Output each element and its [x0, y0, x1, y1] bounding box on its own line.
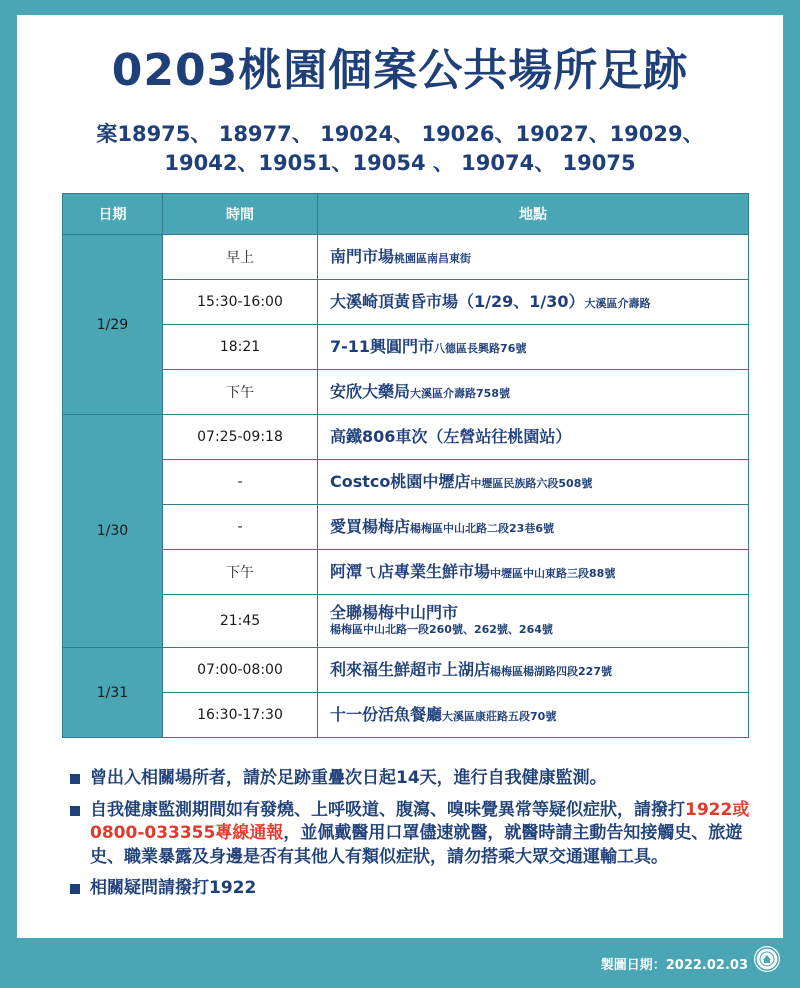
place-address: 楊梅區楊湖路四段227號: [490, 664, 612, 678]
place-address: 八德區長興路76號: [434, 341, 527, 355]
place-name: 7-11興圓門市: [330, 336, 435, 356]
note-text: ，並佩戴醫用口罩儘速就醫，就醫時請主動告知接觸史、旅遊史、職業暴露及身邊是否有其他人有類似症狀，請勿搭乘大眾交通運輸工具。: [90, 823, 743, 867]
place-name: 大溪崎頂黃昏市場（1/29、1/30）: [330, 291, 585, 311]
table-row: [63, 505, 749, 550]
place-cell: [318, 693, 749, 738]
square-bullet-icon: [70, 806, 80, 816]
time-cell: 早上: [163, 235, 318, 280]
time-cell: -: [163, 505, 318, 550]
hotline-highlight: 1922或0800-033355專線通報: [90, 799, 750, 843]
place-address: 大溪區介壽路: [584, 296, 651, 310]
place-name: 高鐵806車次（左營站往桃園站）: [330, 426, 572, 446]
page-title: 0203桃園個案公共場所足跡: [111, 45, 689, 96]
time-cell: 下午: [163, 370, 318, 415]
place-cell: [318, 595, 749, 648]
place-name: 全聯楊梅中山門市: [330, 603, 459, 622]
place-name: 安欣大藥局: [330, 381, 411, 401]
place-name: 阿潭ㄟ店專業生鮮市場: [330, 561, 491, 581]
time-cell: 16:30-17:30: [163, 693, 318, 738]
place-address: 大溪區介壽路758號: [410, 386, 510, 400]
place-name: Costco桃園中壢店: [330, 471, 471, 491]
place-cell: [318, 280, 749, 325]
table-row: [63, 648, 749, 693]
note-text: 曾出入相關場所者，請於足跡重疊次日起14天，進行自我健康監測。: [90, 768, 607, 788]
header-place: 地點: [318, 194, 749, 235]
place-name: 利來福生鮮超市上湖店: [330, 659, 491, 679]
time-cell: -: [163, 460, 318, 505]
table-row: [63, 370, 749, 415]
case-list-line-2: 19042、19051、19054 、 19074、 19075: [164, 151, 636, 175]
place-address: 大溪區康莊路五段70號: [442, 709, 557, 723]
table-row: [63, 595, 749, 648]
place-cell: [318, 460, 749, 505]
note-text: 自我健康監測期間如有發燒、上呼吸道、腹瀉、嗅味覺異常等疑似症狀，請撥打: [90, 799, 685, 820]
place-name: 十一份活魚餐廳: [330, 704, 443, 724]
table-header-row: [63, 194, 749, 235]
time-cell: 07:00-08:00: [163, 648, 318, 693]
note-item: [68, 877, 768, 901]
header-time: 時間: [163, 194, 318, 235]
table-row: [63, 693, 749, 738]
place-cell: [318, 505, 749, 550]
place-name: 愛買楊梅店: [330, 516, 411, 536]
note-item: [68, 767, 768, 791]
place-address: 中壢區民族路六段508號: [470, 476, 593, 490]
square-bullet-icon: [70, 774, 80, 784]
notes-section: [68, 767, 768, 909]
date-cell: 1/30: [63, 415, 163, 648]
date-cell: 1/31: [63, 648, 163, 738]
square-bullet-icon: [70, 884, 80, 894]
place-cell: [318, 415, 749, 460]
time-cell: 18:21: [163, 325, 318, 370]
table-row: [63, 460, 749, 505]
case-list-line-1: 案18975、 18977、 19024、 19026、19027、19029、: [96, 122, 704, 146]
note-text: 相關疑問請撥打1922: [90, 878, 257, 898]
footprint-table: [62, 193, 749, 738]
header-date: 日期: [63, 194, 163, 235]
time-cell: 15:30-16:00: [163, 280, 318, 325]
table-row: [63, 325, 749, 370]
note-item: [68, 799, 768, 870]
place-address: 楊梅區中山北路二段23巷6號: [410, 521, 554, 535]
city-seal-icon: [754, 946, 780, 972]
place-address: 桃園區南昌東街: [394, 251, 472, 265]
table-row: [63, 415, 749, 460]
date-cell: 1/29: [63, 235, 163, 415]
place-cell: [318, 370, 749, 415]
table-row: [63, 235, 749, 280]
place-cell: [318, 648, 749, 693]
production-date: 製圖日期：2022.02.03: [600, 958, 748, 973]
place-address: 中壢區中山東路三段88號: [490, 566, 616, 580]
time-cell: 下午: [163, 550, 318, 595]
place-cell: [318, 235, 749, 280]
table-row: [63, 280, 749, 325]
time-cell: 21:45: [163, 595, 318, 648]
time-cell: 07:25-09:18: [163, 415, 318, 460]
place-cell: [318, 325, 749, 370]
table-row: [63, 550, 749, 595]
poster-card: [17, 15, 783, 938]
place-cell: [318, 550, 749, 595]
place-address: 楊梅區中山北路一段260號、262號、264號: [330, 623, 553, 636]
place-name: 南門市場: [330, 246, 395, 266]
